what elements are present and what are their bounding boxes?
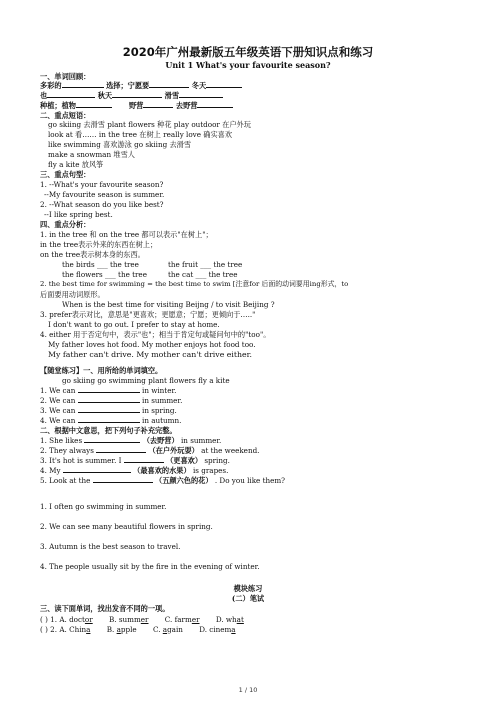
sentence-line: 1. --What's your favourite season? (40, 180, 164, 189)
module-title: 模块练习 (233, 584, 263, 593)
fill-item: 1. We can in winter. (40, 386, 177, 395)
vocab-row: 也 秋天 滑雪 (40, 91, 223, 100)
module-subtitle: (二）笔试 (231, 594, 265, 603)
translate-sentence: 4. The people usually sit by the fire in the evening of winter. (40, 562, 260, 571)
question-row: ( ) 2. A. China B. apple C. again D. cinema (40, 625, 236, 634)
fill-item: 4. My （最喜欢的水果） is grapes. (40, 466, 229, 475)
sentence-line: --I like spring best. (44, 210, 113, 219)
section-heading: 三、重点句型： (40, 170, 91, 179)
analysis-line: 1. in the tree 和 on the tree 都可以表示"在树上"； (40, 230, 213, 239)
section-heading: 一、单词回顾： (40, 72, 91, 81)
fill-item: 3. We can in spring. (40, 406, 177, 415)
fill-item: 1. She likes （去野营） in summer. (40, 436, 222, 445)
analysis-line: My father can't drive. My mother can't drive either. (48, 350, 253, 359)
vocab-row: 多彩的 选择；宁愿要 冬天 (40, 81, 242, 90)
sentence-line: --My favourite season is summer. (44, 190, 165, 199)
page-title: 2020年广州最新版五年级英语下册知识点和练习 (122, 45, 374, 59)
section-heading: 四、重点分析： (40, 220, 91, 229)
fill-item: 3. It's hot is summer. I （更喜欢） spring. (40, 456, 230, 465)
fill-item: 2. We can in summer. (40, 396, 183, 405)
analysis-line: the cat ___ the tree (168, 270, 238, 279)
analysis-line: 3. prefer表示对比，意思是"更喜欢；更愿意；宁愿；更倾向于….." (40, 310, 256, 319)
page-number: 1 / 10 (238, 686, 258, 694)
analysis-line: on the tree表示树本身的东西。 (40, 250, 145, 259)
analysis-line: the fruit ___ the tree (168, 260, 243, 269)
module-heading: 三、读下面单词，找出发音不同的一项。 (40, 604, 170, 613)
analysis-line: 4. either 用于否定句中，表示"也"；相当于肯定句或疑问句中的"too"。 (40, 330, 271, 339)
analysis-line: the birds ___ the tree (62, 260, 139, 269)
word-bank: go skiing go swimming plant flowers fly a kite (62, 376, 230, 385)
section-heading: 二、重点短语： (40, 111, 91, 120)
phrase-line: go skiing 去滑雪 plant flowers 种花 play outdoor 在户外玩 (48, 120, 251, 129)
practice-heading: 二、根据中文意思，把下列句子补充完整。 (40, 426, 177, 435)
analysis-line: 后面要用动词原形。 (40, 290, 105, 299)
question-row: ( ) 1. A. doctor B. summer C. farmer D. what (40, 615, 244, 624)
phrase-line: like swimming 喜欢游泳 go skiing 去滑雪 (48, 140, 192, 149)
analysis-line: My father loves hot food. My mother enjoys hot food too. (48, 340, 256, 349)
fill-item: 5. Look at the （五颜六色的花） . Do you like them? (40, 476, 286, 485)
fill-item: 4. We can in autumn. (40, 416, 182, 425)
analysis-line: in the tree表示外来的东西在树上； (40, 240, 158, 249)
translate-sentence: 2. We can see many beautiful flowers in spring. (40, 522, 213, 531)
analysis-line: 2. the best time for swimming = the best time to swim [注意for 后面的动词要用ing形式，to (40, 280, 349, 288)
analysis-line: the flowers ___ the tree (62, 270, 147, 279)
translate-sentence: 3. Autumn is the best season to travel. (40, 542, 181, 551)
practice-heading: 【随堂练习】一、用所给的单词填空。 (40, 366, 163, 375)
fill-item: 2. They always （在户外玩耍） at the weekend. (40, 446, 260, 455)
phrase-line: fly a kite 放风筝 (48, 160, 104, 169)
translate-sentence: 1. I often go swimming in summer. (40, 502, 167, 511)
phrase-line: look at 看…… in the tree 在树上 really love 确实喜欢 (48, 130, 233, 139)
phrase-line: make a snowman 堆雪人 (48, 150, 135, 159)
analysis-line: When is the best time for visiting Beijng / to visit Beijing ? (62, 300, 275, 309)
vocab-row: 种植；植物 野营 去野营 (40, 101, 233, 110)
unit-subtitle: Unit 1 What's your favourite season? (165, 60, 331, 70)
analysis-line: I don't want to go out. I prefer to stay at home. (48, 320, 220, 329)
sentence-line: 2. --What season do you like best? (40, 200, 164, 209)
